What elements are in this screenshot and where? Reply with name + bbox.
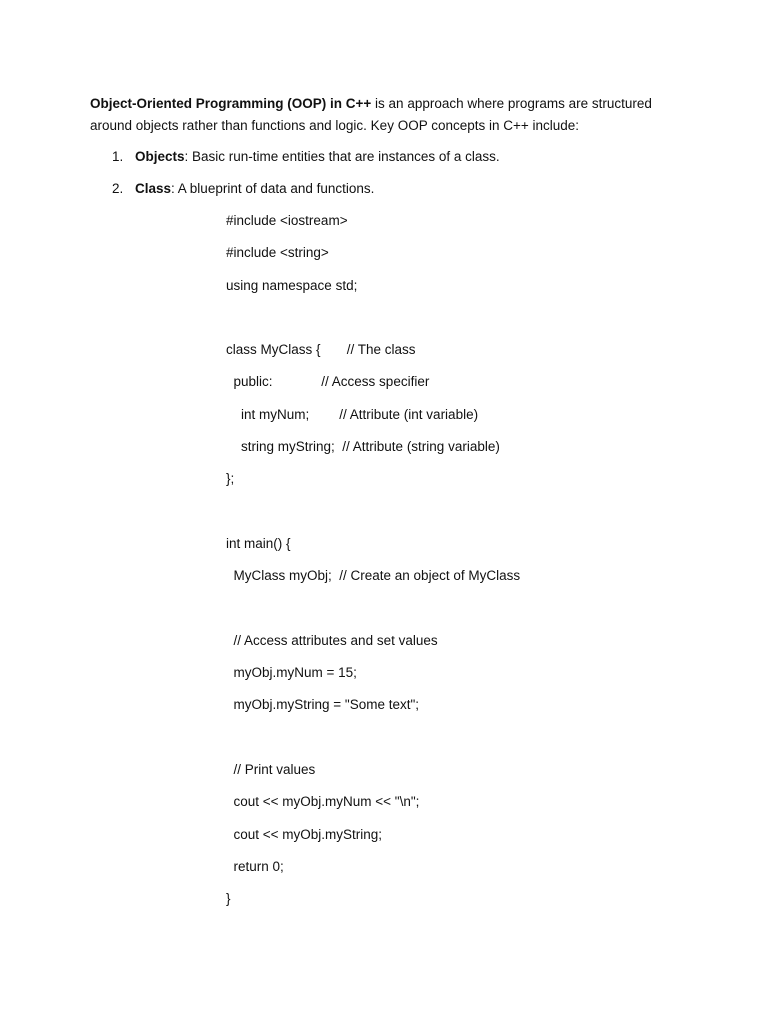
list-item-text xyxy=(135,146,500,168)
intro-bold-term: Object-Oriented Programming (OOP) in C++ xyxy=(90,96,372,111)
intro-paragraph xyxy=(90,93,680,137)
code-line: } xyxy=(226,891,231,907)
code-line: int myNum; // Attribute (int variable) xyxy=(226,406,479,422)
list-item-desc: : Basic run-time entities that are instances of a class. xyxy=(184,149,500,164)
code-line xyxy=(226,598,726,630)
list-item-desc: : A blueprint of data and functions. xyxy=(171,181,375,196)
code-line xyxy=(226,727,726,759)
code-line: cout << myObj.myString; xyxy=(226,826,383,842)
list-item xyxy=(90,146,680,178)
code-line: return 0; xyxy=(226,858,284,874)
code-line: }; xyxy=(226,471,235,487)
code-line: myObj.myNum = 15; xyxy=(226,665,357,681)
code-line xyxy=(226,307,726,339)
code-line: #include <iostream> xyxy=(226,213,348,228)
code-line: // Print values xyxy=(226,762,316,778)
code-line: int main() { xyxy=(226,535,291,551)
list-item-term: Class xyxy=(135,181,172,196)
list-item xyxy=(90,178,680,210)
code-line: cout << myObj.myNum << "\n"; xyxy=(226,794,420,810)
code-line: myObj.myString = "Some text"; xyxy=(226,697,420,713)
list-item-term: Objects xyxy=(135,149,185,164)
list-item-number: 2. xyxy=(112,181,124,196)
intro-text: is an approach where programs are structured around objects rather than functions and logic. Key OOP concepts in C++ include: xyxy=(90,96,652,133)
code-line: // Access attributes and set values xyxy=(226,632,438,648)
concept-list xyxy=(90,146,680,210)
list-item-number: 1. xyxy=(112,149,124,164)
code-line: using namespace std; xyxy=(226,277,358,293)
code-line: public: // Access specifier xyxy=(226,374,430,390)
code-line: #include <string> xyxy=(226,245,329,261)
code-block xyxy=(226,210,726,921)
code-line: MyClass myObj; // Create an object of MyClass xyxy=(226,568,521,584)
list-item-text xyxy=(135,178,374,200)
code-line: string myString; // Attribute (string variable) xyxy=(226,439,500,455)
code-line xyxy=(226,501,726,533)
code-line: class MyClass { // The class xyxy=(226,342,416,358)
